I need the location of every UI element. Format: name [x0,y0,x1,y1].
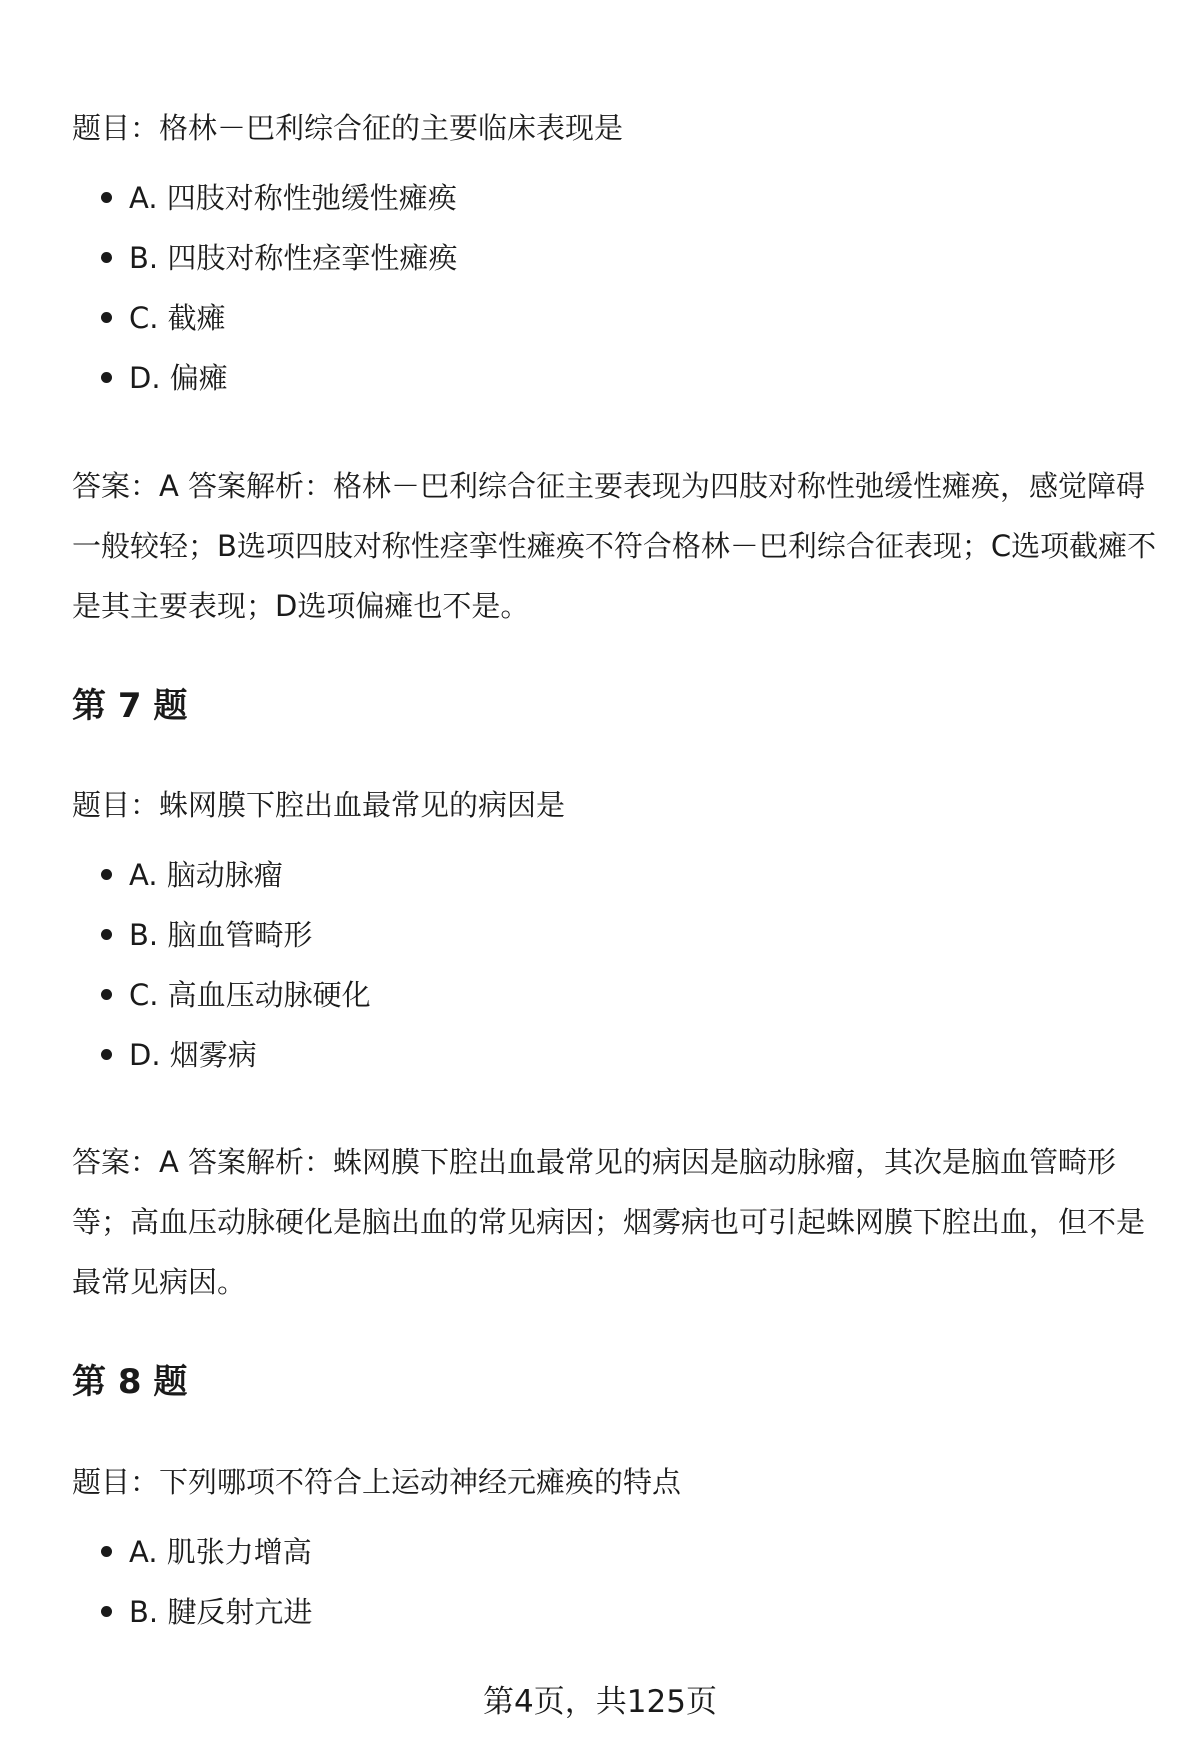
answer-explanation: 答案：A 答案解析：格林－巴利综合征主要表现为四肢对称性弛缓性瘫痪，感觉障碍一般较轻；B选项四肢对称性痉挛性瘫痪不符合格林－巴利综合征表现；C选项截瘫不是其主要表现；D选项偏瘫也不是。 [72,469,1157,623]
option-label: B. 四肢对称性痉挛性瘫痪 [129,241,458,275]
bullet-icon [101,869,112,880]
bullet-icon [101,372,112,383]
bullet-icon [101,1606,112,1617]
option-item [72,855,371,915]
option-item [72,915,371,975]
option-label: A. 肌张力增高 [129,1535,312,1569]
option-list [72,855,371,1095]
option-item [72,1532,312,1592]
option-label: D. 烟雾病 [129,1038,257,1072]
option-label: D. 偏瘫 [129,361,228,395]
option-label: A. 四肢对称性弛缓性瘫痪 [129,181,457,215]
option-label: C. 高血压动脉硬化 [129,978,371,1012]
option-label: B. 脑血管畸形 [129,918,313,952]
question-heading: 第 7 题 [72,686,188,726]
bullet-icon [101,252,112,263]
bullet-icon [101,192,112,203]
option-item [72,1035,371,1095]
bullet-icon [101,1049,112,1060]
option-label: B. 腱反射亢进 [129,1595,313,1629]
option-label: C. 截瘫 [129,301,226,335]
question-stem: 题目：格林－巴利综合征的主要临床表现是 [72,111,624,145]
option-item [72,238,457,298]
question-heading: 第 8 题 [72,1362,188,1402]
question-stem: 题目：蛛网膜下腔出血最常见的病因是 [72,788,566,822]
question-stem: 题目：下列哪项不符合上运动神经元瘫痪的特点 [72,1465,682,1499]
answer-explanation: 答案：A 答案解析：蛛网膜下腔出血最常见的病因是脑动脉瘤，其次是脑血管畸形等；高血压动脉硬化是脑出血的常见病因；烟雾病也可引起蛛网膜下腔出血，但不是最常见病因。 [72,1145,1146,1299]
option-list [72,178,457,418]
option-item [72,178,457,238]
option-item [72,358,457,418]
bullet-icon [101,989,112,1000]
option-list [72,1532,312,1652]
option-item [72,1592,312,1652]
option-label: A. 脑动脉瘤 [129,858,283,892]
bullet-icon [101,312,112,323]
option-item [72,975,371,1035]
bullet-icon [101,1546,112,1557]
bullet-icon [101,929,112,940]
option-item [72,298,457,358]
page-number: 第4页，共125页 [483,1684,717,1720]
